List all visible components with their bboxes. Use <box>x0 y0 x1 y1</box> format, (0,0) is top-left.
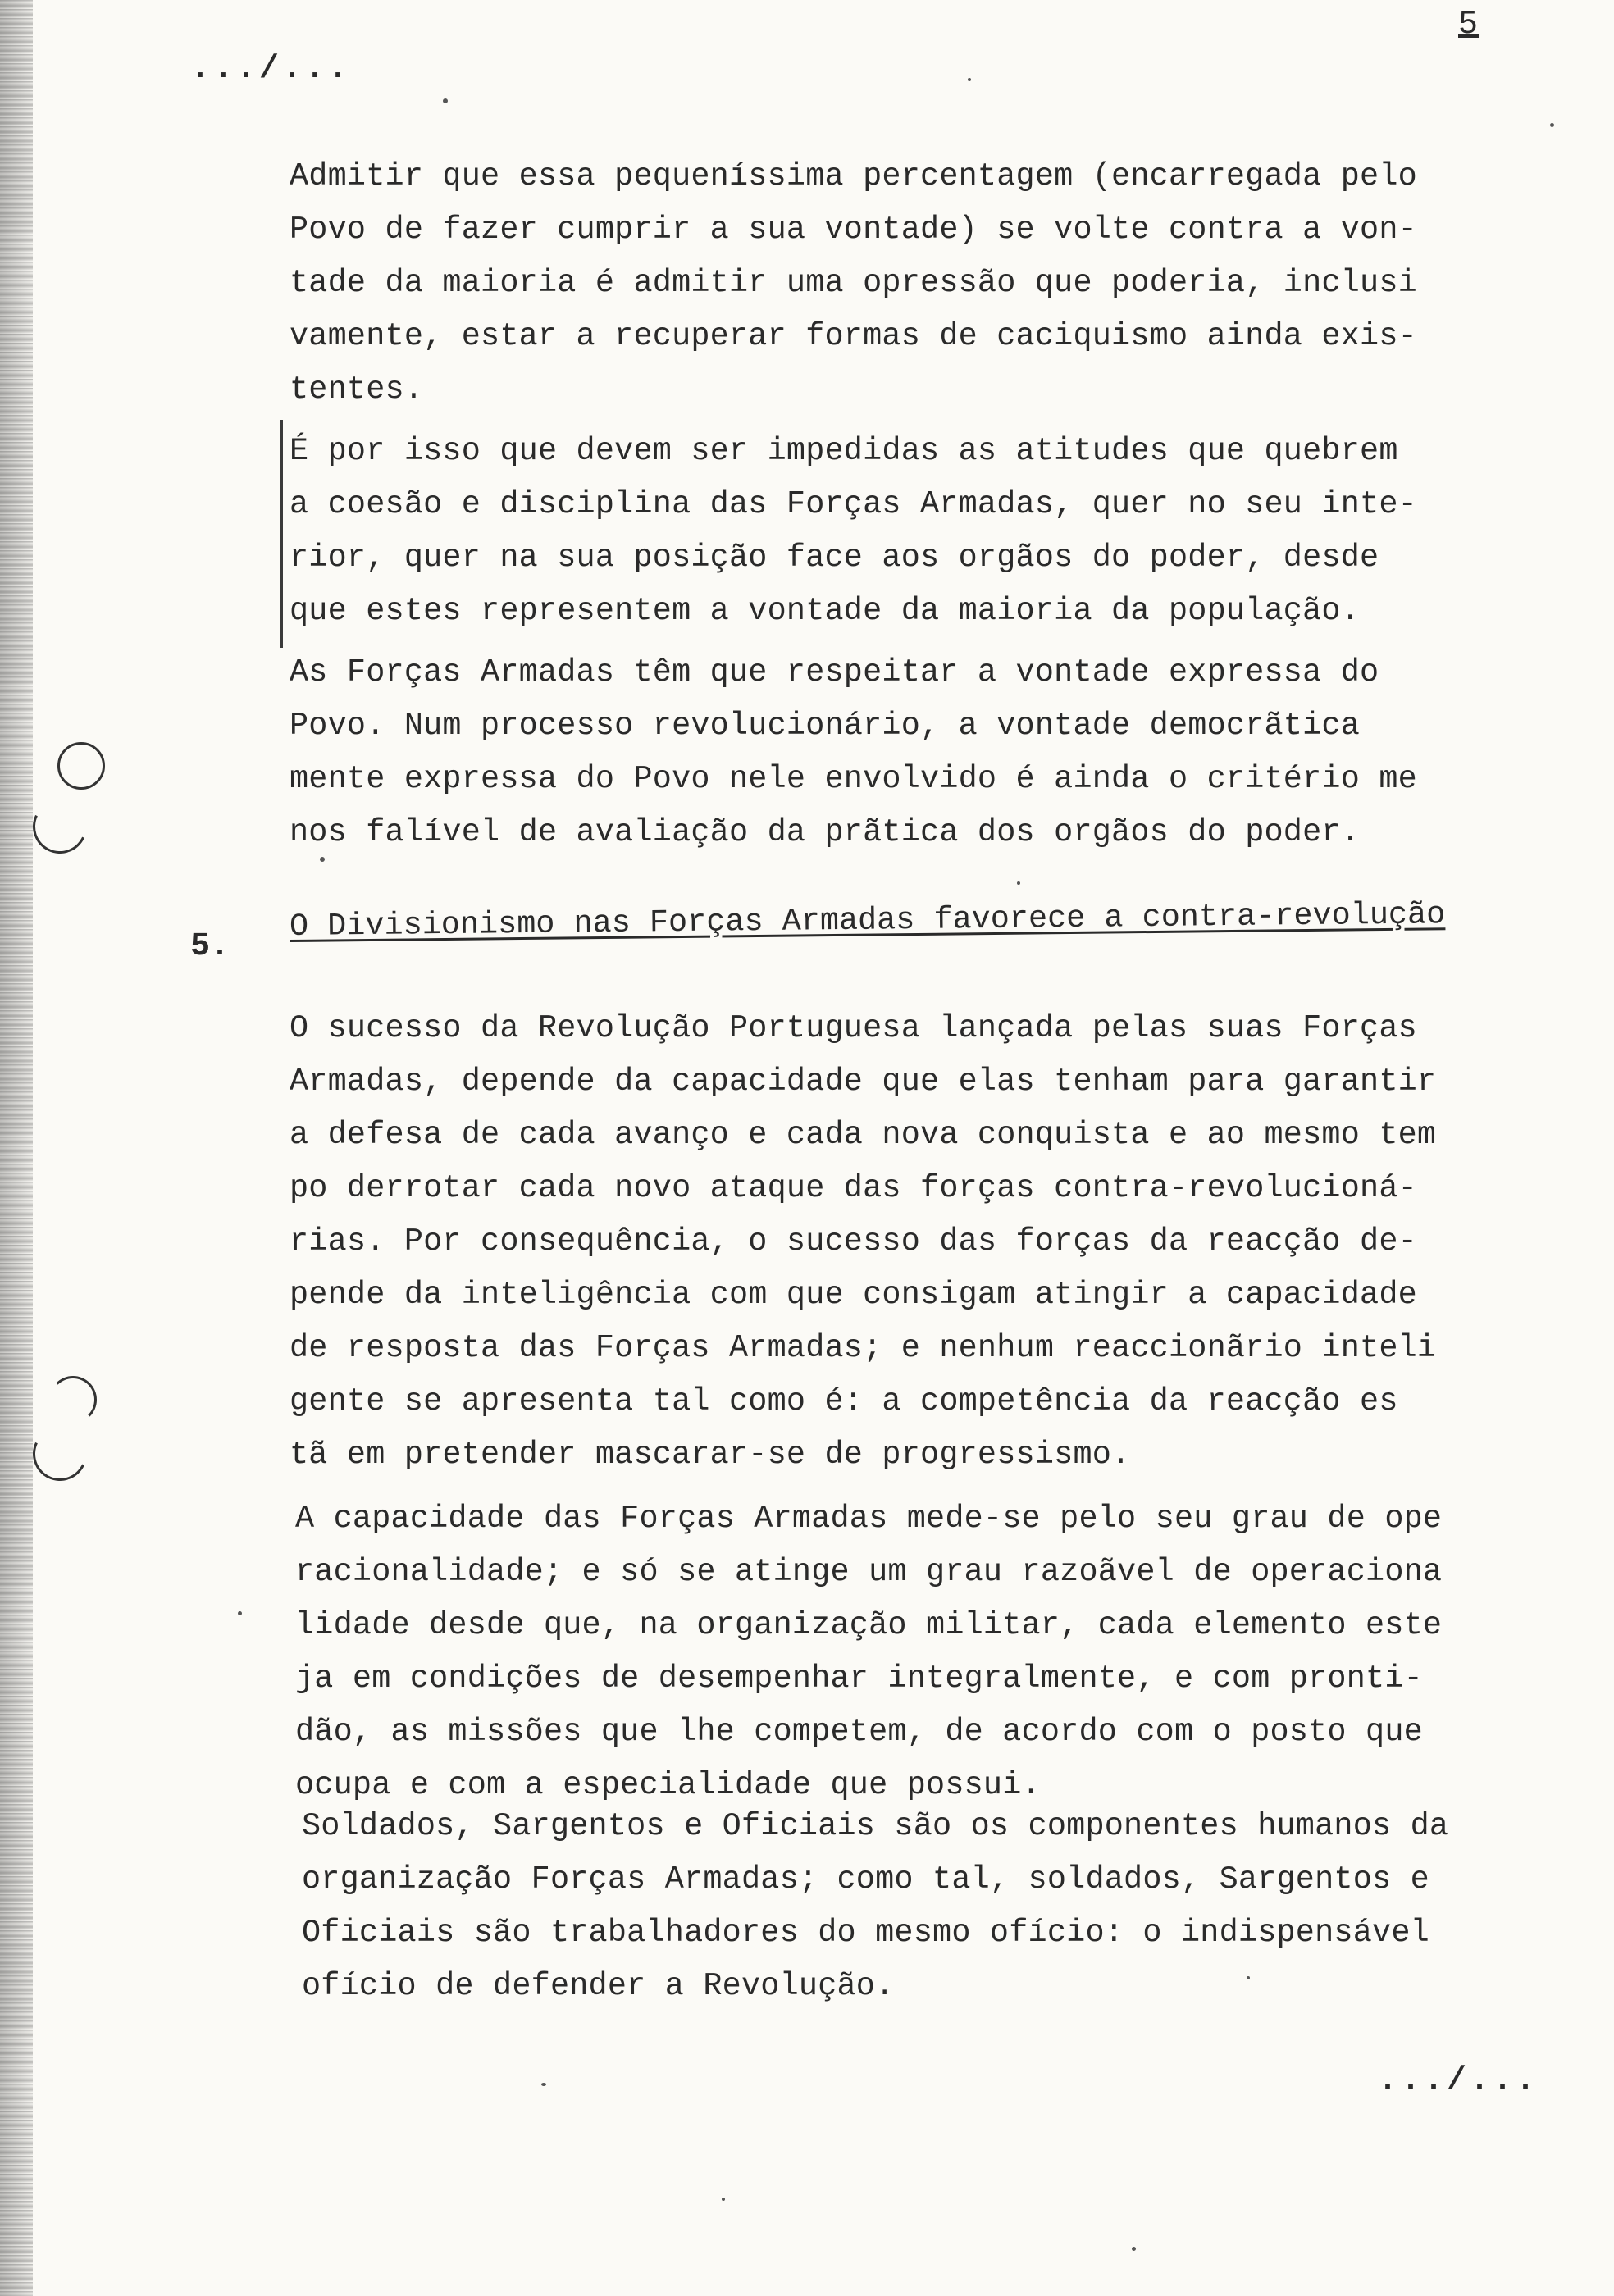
text-line: Soldados, Sargentos e Oficiais são os componentes humanos da <box>302 1808 1449 1844</box>
scan-speck <box>722 2198 725 2201</box>
text-line: ja em condições de desempenhar integralmente, e com pronti- <box>295 1660 1423 1697</box>
text-line: tade da maioria é admitir uma opressão que poderia, inclusi <box>290 265 1417 301</box>
continuation-marker-bottom: .../... <box>1378 2062 1539 2099</box>
scan-speck <box>541 2083 546 2086</box>
text-line: de resposta das Forças Armadas; e nenhum reaccionãrio inteli <box>290 1330 1437 1366</box>
scan-speck <box>443 98 448 103</box>
text-line: rias. Por consequência, o sucesso das forças da reacção de- <box>290 1223 1417 1260</box>
text-line: Povo de fazer cumprir a sua vontade) se volte contra a von- <box>290 212 1417 248</box>
section-heading: O Divisionismo nas Forças Armadas favorece a contra-revolução <box>289 896 1446 945</box>
paragraph <box>302 1800 1448 2013</box>
text-line: ocupa e com a especialidade que possui. <box>295 1767 1041 1803</box>
section-number: 5. <box>190 928 230 965</box>
text-line: Admitir que essa pequeníssima percentagem (encarregada pelo <box>290 158 1417 194</box>
continuation-marker-top: .../... <box>190 51 352 88</box>
text-line: Oficiais são trabalhadores do mesmo ofício: o indispensável <box>302 1915 1429 1951</box>
punch-hole-bottom <box>49 1376 97 1424</box>
text-line: gente se apresenta tal como é: a competência da reacção es <box>290 1383 1398 1419</box>
text-line: a coesão e disciplina das Forças Armadas, quer no seu inte- <box>290 486 1417 522</box>
text-line: nos falível de avaliação da prãtica dos orgãos do poder. <box>290 814 1361 850</box>
text-line: racionalidade; e só se atinge um grau razoãvel de operaciona <box>295 1554 1443 1590</box>
paragraph <box>290 1002 1436 1482</box>
scan-speck <box>968 78 971 81</box>
paragraph <box>290 425 1417 638</box>
text-line: tentes. <box>290 371 424 408</box>
scan-speck <box>320 857 325 862</box>
text-line: ofício de defender a Revolução. <box>302 1968 895 2004</box>
text-line: que estes representem a vontade da maioria da população. <box>290 593 1361 629</box>
text-line: vamente, estar a recuperar formas de caciquismo ainda exis- <box>290 318 1417 354</box>
paragraph <box>295 1492 1442 1812</box>
paragraph <box>290 150 1417 417</box>
text-line: rior, quer na sua posição face aos orgãos do poder, desde <box>290 540 1379 576</box>
margin-bar <box>280 420 283 648</box>
text-line: dão, as missões que lhe competem, de acordo com o posto que <box>295 1714 1423 1750</box>
scan-speck <box>1550 123 1554 127</box>
text-line: po derrotar cada novo ataque das forças contra-revolucioná- <box>290 1170 1417 1206</box>
scan-speck <box>1132 2247 1136 2251</box>
scan-speck <box>1247 1976 1250 1979</box>
text-line: tã em pretender mascarar-se de progressismo. <box>290 1437 1131 1473</box>
punch-hole-top-arc <box>25 792 95 862</box>
text-line: organização Forças Armadas; como tal, soldados, Sargentos e <box>302 1861 1429 1897</box>
text-line: A capacidade das Forças Armadas mede-se pelo seu grau de ope <box>295 1501 1443 1537</box>
text-line: O sucesso da Revolução Portuguesa lançada pelas suas Forças <box>290 1010 1417 1046</box>
punch-hole-top <box>57 742 105 790</box>
text-line: As Forças Armadas têm que respeitar a vontade expressa do <box>290 654 1379 690</box>
text-line: Armadas, depende da capacidade que elas tenham para garantir <box>290 1064 1437 1100</box>
text-line: mente expressa do Povo nele envolvido é ainda o critério me <box>290 761 1417 797</box>
text-line: Povo. Num processo revolucionário, a vontade democrãtica <box>290 708 1361 744</box>
text-line: pende da inteligência com que consigam atingir a capacidade <box>290 1277 1417 1313</box>
scan-binding-edge <box>0 0 33 2296</box>
scan-speck <box>1017 882 1020 885</box>
text-line: a defesa de cada avanço e cada nova conquista e ao mesmo tem <box>290 1117 1437 1153</box>
page-number: 5 <box>1458 7 1480 43</box>
scan-speck <box>238 1611 242 1615</box>
paragraph <box>290 646 1417 859</box>
punch-hole-bottom-arc <box>25 1419 95 1489</box>
text-line: lidade desde que, na organização militar, cada elemento este <box>295 1607 1443 1643</box>
text-line: É por isso que devem ser impedidas as atitudes que quebrem <box>290 433 1398 469</box>
